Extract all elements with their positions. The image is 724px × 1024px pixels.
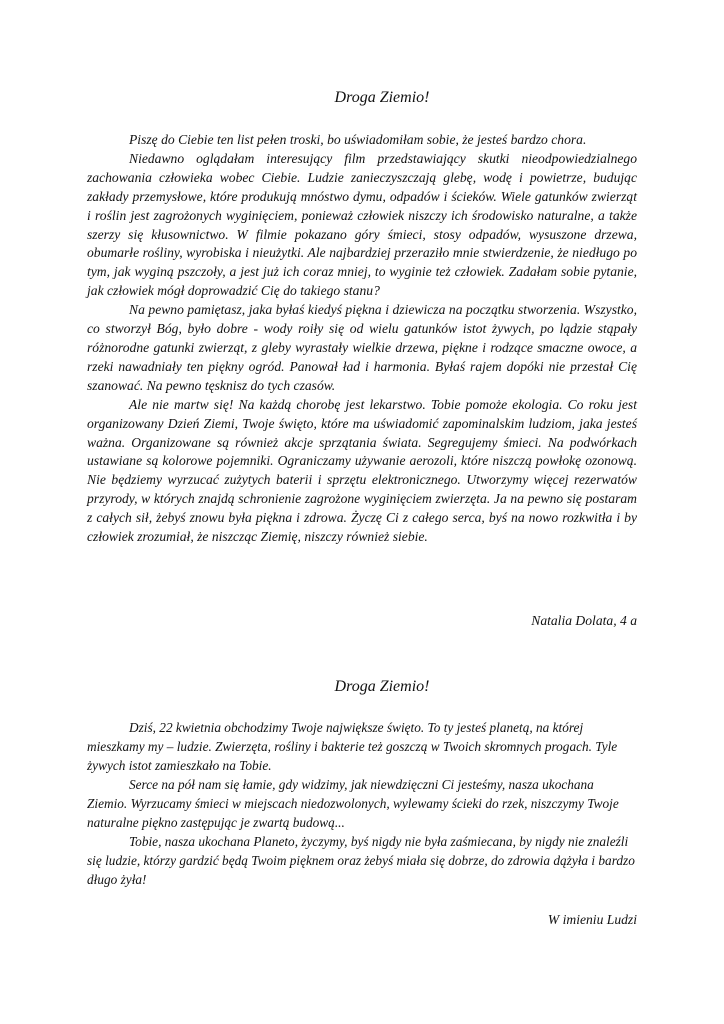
letter-paragraph: Na pewno pamiętasz, jaka byłaś kiedyś piękna i dziewicza na początku stworzenia. Wszystko, co stworzył Bóg, było dobre - wody roiły się od wielu gatunków istot żywych, po lądzie stąpały różnorodne gatunki zwierząt, z gleby wyrastały wielkie drzewa, piękne i rodzące smaczne owoce, a rzeki nawadniały ten piękny ogród. Panował ład i harmonia. Byłaś rajem dopóki nie przestał Cię szanować. Na pewno tęsknisz do tych czasów. bbox=[87, 302, 637, 393]
letter-paragraph: Serce na pół nam się łamie, gdy widzimy, jak niewdzięczni Ci jesteśmy, nasza ukochana Ziemio. Wyrzucamy śmieci w miejscach niedozwolonych, wylewamy ścieki do rzek, niszczymy Twoje naturalne piękno zastępując je zwartą budową... bbox=[87, 777, 619, 830]
letter-paragraph: Tobie, nasza ukochana Planeto, życzymy, byś nigdy nie była zaśmiecana, by nigdy nie znaleźli się ludzie, którzy gardzić będą Twoim pięknem oraz żebyś miała się dobrze, do zdrowia dążyła i bardzo długo żyła! bbox=[87, 834, 635, 887]
letter-title: Droga Ziemio! bbox=[334, 89, 430, 106]
letter-signature: W imieniu Ludzi bbox=[547, 912, 637, 927]
letter-paragraph: Piszę do Ciebie ten list pełen troski, bo uświadomiłam sobie, że jesteś bardzo chora. bbox=[129, 132, 587, 147]
letter-paragraph: Ale nie martw się! Na każdą chorobę jest lekarstwo. Tobie pomoże ekologia. Co roku jest organizowany Dzień Ziemi, Twoje święto, które ma uświadomić zapominalskim ludziom, jaka jesteś ważna. Organizowane są również akcje sprzątania świata. Segregujemy śmieci. Na podwórkach ustawiane są kolorowe pojemniki. Ograniczamy używanie aerozoli, które niszczą powłokę ozonową. Nie będziemy wyrzucać zużytych baterii i sprzętu elektronicznego. Utworzymy więcej rezerwatów przyrody, w których znajdą schronienie zagrożone wyginięciem zwierzęta. Ja na pewno się postaram z całych sił, żebyś znowu była piękna i zdrowa. Życzę Ci z całego serca, byś na nowo rozkwitła i by człowiek zrozumiał, że niszcząc Ziemię, niszczy również siebie. bbox=[87, 396, 637, 545]
letter-body bbox=[87, 131, 637, 547]
letter-paragraph: Dziś, 22 kwietnia obchodzimy Twoje największe święto. To ty jesteś planetą, na której mieszkamy my – ludzie. Zwierzęta, rośliny i bakterie też goszczą w Twoich skromnych progach. Tyle żywych istot zamieszkało na Tobie. bbox=[87, 720, 618, 773]
letter-paragraph: Niedawno oglądałam interesujący film przedstawiający skutki nieodpowiedzialnego zachowania człowieka wobec Ciebie. Ludzie zanieczyszczają glebę, wodę i powietrze, budując zakłady przemysłowe, które produkują mnóstwo dymu, odpadów i ścieków. Wiele gatunków zwierząt i roślin jest zagrożonych wyginięciem, ponieważ człowiek niszczy ich środowisko naturalne, a także szerzy się kłusownictwo. W filmie pokazano góry śmieci, stosy odpadów, wysuszone drzewa, obumarłe rośliny, wyrobiska i nieużytki. Ale najbardziej przeraziło mnie stwierdzenie, że niedługo po tym, jak wyginą pszczoły, a jest już ich coraz mniej, to wyginie też człowiek. Zadałam sobie pytanie, jak człowiek mógł doprowadzić Cię do takiego stanu? bbox=[87, 150, 637, 299]
letter-title: Droga Ziemio! bbox=[334, 678, 430, 695]
letter-body bbox=[87, 718, 637, 889]
letter-signature: Natalia Dolata, 4 a bbox=[531, 613, 637, 628]
